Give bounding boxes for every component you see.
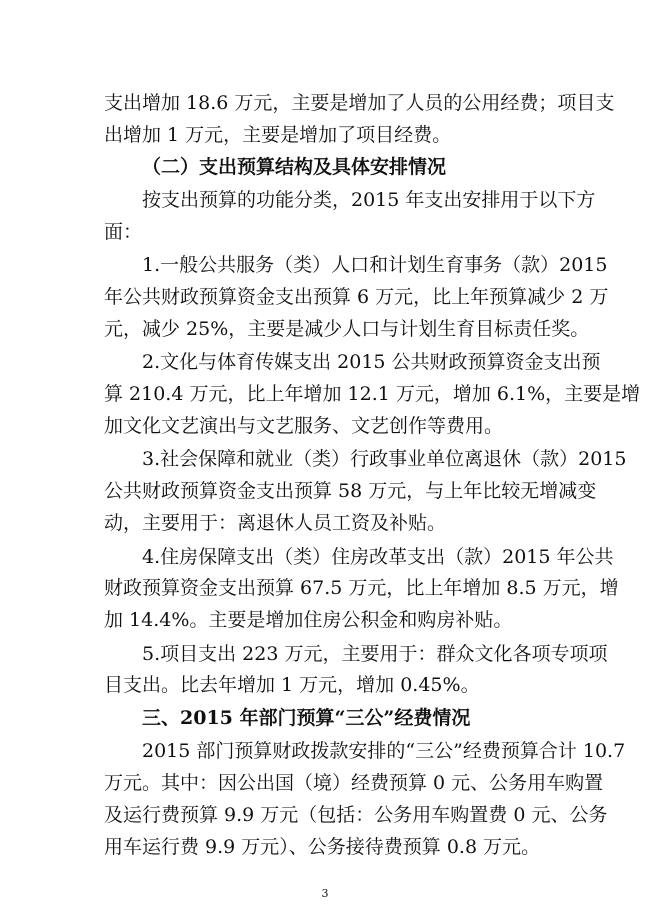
text-line-5: 面：	[104, 221, 143, 243]
text-line-8: 元，减少 25%，主要是减少人口与计划生育目标责任奖。	[104, 318, 590, 340]
text-line-4: 按支出预算的功能分类，2015 年支出安排用于以下方	[142, 189, 596, 211]
page-number: 3	[321, 887, 329, 900]
text-line-24: 用车运行费 9.9 万元）、公务接待费预算 0.8 万元。	[104, 836, 541, 858]
text-line-12: 3.社会保障和就业（类）行政事业单位离退休（款）2015	[142, 448, 627, 470]
text-line-16: 财政预算资金支出预算 67.5 万元，比上年增加 8.5 万元，增	[104, 577, 619, 599]
section-heading-3: 三、2015 年部门预算“三公”经费情况	[142, 707, 471, 729]
text-line-7: 年公共财政预算资金支出预算 6 万元，比上年预算减少 2 万	[104, 286, 609, 308]
text-line-14: 动，主要用于：离退休人员工资及补贴。	[104, 512, 447, 534]
text-line-6: 1.一般公共服务（类）人口和计划生育事务（款）2015	[142, 254, 608, 276]
section-heading-2: （二）支出预算结构及具体安排情况	[142, 156, 447, 178]
text-line-22: 万元。其中：因公出国（境）经费预算 0 元、公务用车购置	[104, 772, 604, 794]
text-line-1: 支出增加 18.6 万元，主要是增加了人员的公用经费；项目支	[104, 92, 615, 114]
text-line-17: 加 14.4%。主要是增加住房公积金和购房补贴。	[104, 609, 513, 631]
text-line-21: 2015 部门预算财政拨款安排的“三公”经费预算合计 10.7	[142, 740, 626, 762]
text-line-18: 5.项目支出 223 万元，主要用于：群众文化各项专项项	[142, 643, 608, 665]
text-line-19: 目支出。比去年增加 1 万元，增加 0.45%。	[104, 674, 480, 696]
text-line-15: 4.住房保障支出（类）住房改革支出（款）2015 年公共	[142, 546, 614, 568]
text-line-9: 2.文化与体育传媒支出 2015 公共财政预算资金支出预	[142, 351, 601, 373]
text-line-11: 加文化文艺演出与文艺服务、文艺创作等费用。	[104, 415, 504, 437]
text-line-23: 及运行费预算 9.9 万元（包括：公务用车购置费 0 元、公务	[104, 804, 608, 826]
text-line-2: 出增加 1 万元，主要是增加了项目经费。	[104, 124, 452, 146]
text-line-10: 算 210.4 万元，比上年增加 12.1 万元，增加 6.1%，主要是增	[104, 383, 641, 405]
text-line-13: 公共财政预算资金支出预算 58 万元，与上年比较无增减变	[104, 480, 597, 502]
